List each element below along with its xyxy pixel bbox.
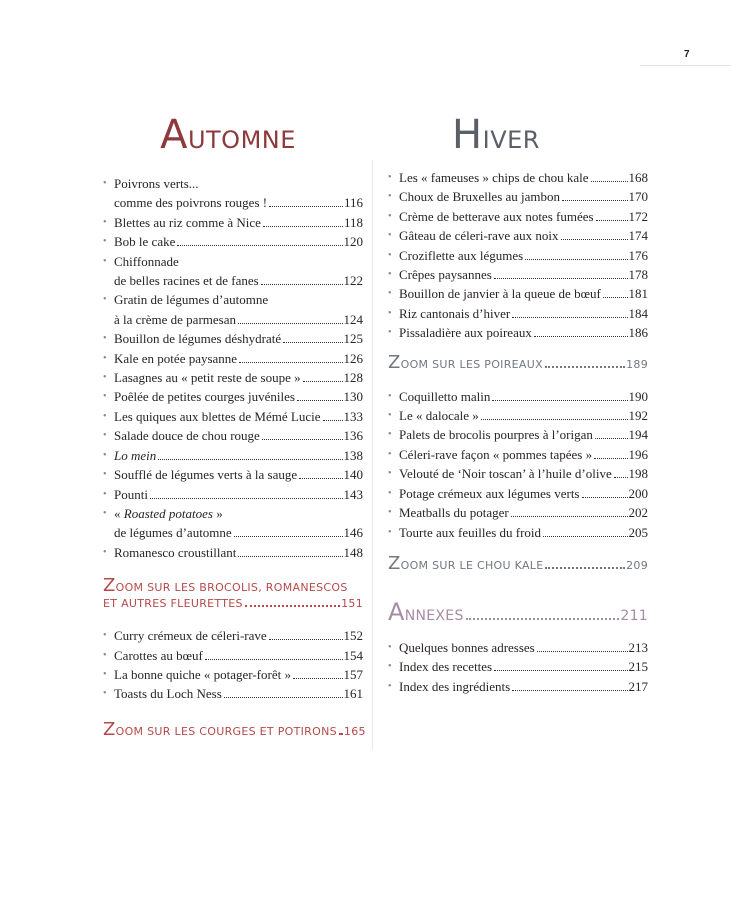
entry-page-number: 190 (628, 388, 648, 404)
bullet-icon: • (388, 172, 392, 183)
annexes-entry[interactable] (388, 597, 648, 626)
bullet-icon: • (388, 661, 392, 673)
dot-leader (511, 515, 628, 517)
dot-leader (466, 617, 620, 620)
dot-leader (562, 199, 627, 201)
bullet-icon: • (103, 688, 107, 700)
entry-page-number: 198 (628, 466, 648, 482)
zoom-courges-entry[interactable] (103, 718, 366, 740)
dot-leader (494, 277, 628, 279)
entry-page-number: 184 (628, 305, 648, 321)
toc-entry[interactable] (388, 503, 648, 522)
dot-leader (339, 732, 343, 735)
bullet-icon: • (103, 236, 107, 248)
entry-page-number: 200 (628, 485, 648, 501)
zoom-poireaux-entry[interactable] (388, 351, 648, 373)
dot-leader (224, 696, 343, 698)
entry-page-number: 136 (343, 428, 363, 444)
bullet-icon: • (103, 488, 107, 500)
entry-title: Gâteau de céleri-rave aux noix (399, 228, 559, 244)
dot-leader (595, 437, 628, 439)
zoom-brocolis-entry[interactable] (103, 575, 363, 612)
dot-leader (239, 361, 342, 363)
entry-page-number: 168 (628, 170, 648, 185)
bullet-icon: • (388, 230, 392, 242)
entry-page-number: 192 (628, 408, 648, 424)
toc-entry[interactable] (388, 284, 648, 303)
dot-leader (283, 341, 342, 343)
annex-list (388, 638, 648, 696)
bullet-icon: • (388, 249, 392, 261)
bullet-icon: • (103, 333, 107, 345)
toc-entry[interactable] (103, 387, 363, 406)
bullet-icon: • (388, 448, 392, 460)
toc-entry[interactable] (388, 638, 648, 657)
dot-leader (603, 296, 628, 298)
toc-entry[interactable] (388, 523, 648, 542)
zoom-initial: Z (103, 718, 116, 740)
dot-leader (263, 225, 343, 227)
toc-entry[interactable] (388, 445, 648, 464)
bullet-icon: • (103, 430, 107, 442)
entry-title: Velouté de ‘Noir toscan’ à l’huile d’olive (399, 466, 612, 482)
entry-page-number: 154 (343, 647, 363, 663)
bullet-icon: • (388, 288, 392, 300)
entry-title: Palets de brocolis pourpres à l’origan (399, 427, 593, 443)
dot-leader (596, 219, 628, 221)
toc-entry[interactable] (388, 677, 648, 696)
entry-title-line1 (114, 504, 363, 523)
dot-leader (545, 365, 625, 368)
autumn-column (103, 110, 366, 754)
bullet-icon: • (103, 255, 107, 267)
entry-page-number: 130 (343, 389, 363, 405)
winter-recipe-list-2 (388, 387, 648, 542)
zoom-initial: Z (103, 575, 116, 597)
entry-title: de légumes d’automne (114, 525, 232, 541)
bullet-icon: • (388, 410, 392, 422)
dot-leader (537, 650, 628, 652)
title-initial: A (160, 112, 188, 158)
dot-leader (614, 476, 628, 478)
toc-entry[interactable] (103, 543, 363, 562)
dot-leader (481, 418, 628, 420)
toc-entry[interactable] (388, 226, 648, 245)
zoom-title-line2: ET AUTRES FLEURETTES (103, 597, 243, 611)
toc-entry[interactable] (388, 304, 648, 323)
dot-leader (269, 638, 343, 640)
title-initial: H (452, 112, 483, 158)
entry-page-number: 133 (343, 408, 363, 424)
zoom-title: OOM SUR LES COURGES ET POTIRONS (115, 724, 337, 738)
bullet-icon: • (103, 649, 107, 661)
entry-page-number: 196 (628, 446, 648, 462)
zoom-title: OOM SUR LES POIREAUX (400, 357, 543, 371)
entry-page-number: 172 (628, 208, 648, 224)
dot-leader (534, 335, 628, 337)
zoom-page-number: 165 (343, 724, 366, 738)
dot-leader (234, 535, 343, 537)
entry-title-line1: Poivrons verts... (114, 176, 199, 191)
zoom-page-number: 189 (626, 357, 648, 371)
bullet-icon: • (388, 327, 392, 339)
toc-entry[interactable] (388, 246, 648, 265)
entry-title: Quelques bonnes adresses (399, 639, 535, 655)
toc-entry[interactable] (103, 329, 363, 348)
zoom-title-line1: OOM SUR LES BROCOLIS, ROMANESCOS (115, 581, 348, 595)
toc-entry[interactable] (388, 168, 648, 187)
entry-page-number: 215 (628, 659, 648, 675)
toc-entry[interactable] (388, 406, 648, 425)
dot-leader (561, 238, 628, 240)
dot-leader (158, 458, 342, 460)
entry-page-number: 217 (628, 678, 648, 694)
entry-title: Lo mein (114, 447, 157, 463)
entry-title: Curry crémeux de céleri-rave (114, 628, 267, 644)
entry-title: Kale en potée paysanne (114, 350, 238, 366)
toc-entry[interactable] (103, 684, 363, 703)
entry-title: La bonne quiche « potager-forêt » (114, 666, 291, 682)
bullet-icon: • (103, 546, 107, 558)
entry-page-number: 181 (628, 286, 648, 302)
toc-entry[interactable] (388, 657, 648, 676)
toc-entry[interactable] (103, 407, 363, 426)
toc-entry[interactable] (388, 323, 648, 342)
entry-page-number: 157 (343, 666, 363, 682)
dot-leader (297, 399, 343, 401)
bullet-icon: • (388, 390, 392, 402)
bullet-icon: • (103, 372, 107, 384)
bullet-icon: • (388, 191, 392, 203)
dot-leader (299, 477, 342, 479)
bullet-icon: • (103, 507, 107, 519)
entry-title: Croziflette aux légumes (399, 247, 524, 263)
entry-title-line1: Chiffonnade (114, 253, 179, 269)
dot-leader (238, 555, 342, 557)
entry-title: à la crème de parmesan (114, 311, 236, 327)
entry-title: Pissaladière aux poireaux (399, 325, 532, 341)
entry-title: Index des recettes (399, 659, 493, 675)
dot-leader (293, 677, 343, 679)
bullet-icon: • (388, 641, 392, 653)
toc-entry[interactable] (388, 265, 648, 284)
entry-page-number: 143 (343, 486, 363, 502)
toc-entry[interactable] (103, 174, 363, 213)
entry-title: Carottes au bœuf (114, 647, 203, 663)
bullet-icon: • (388, 680, 392, 692)
dot-leader (525, 258, 627, 260)
annex-page-number: 211 (620, 607, 648, 624)
bullet-icon: • (103, 668, 107, 680)
entry-page-number: 186 (628, 325, 648, 341)
entry-page-number: 194 (628, 427, 648, 443)
entry-title-fragment: » (212, 505, 223, 521)
toc-entry[interactable] (103, 465, 363, 484)
entry-title: Riz cantonais d’hiver (399, 305, 511, 321)
entry-title: Lasagnes au « petit reste de soupe » (114, 370, 301, 386)
dot-leader (494, 669, 627, 671)
annex-title: NNEXES (404, 607, 464, 624)
entry-page-number: 122 (343, 273, 363, 289)
entry-title-fragment: Roasted potatoes (123, 505, 213, 521)
toc-entry[interactable] (388, 464, 648, 483)
bullet-icon: • (388, 307, 392, 319)
bullet-icon: • (388, 487, 392, 499)
toc-entry[interactable] (103, 426, 363, 445)
bullet-icon: • (388, 468, 392, 480)
entry-title: Pounti (114, 486, 148, 502)
bullet-icon: • (388, 269, 392, 281)
dot-leader (543, 535, 627, 537)
entry-page-number: 120 (343, 234, 363, 250)
entry-page-number: 161 (343, 686, 363, 702)
entry-title: Blettes au riz comme à Nice (114, 214, 261, 230)
entry-page-number: 116 (343, 195, 363, 211)
dot-leader (512, 316, 627, 318)
bullet-icon: • (103, 410, 107, 422)
dot-leader (261, 283, 343, 285)
dot-leader (269, 205, 343, 207)
entry-title: Toasts du Loch Ness (114, 686, 222, 702)
entry-title: Coquilletto malin (399, 388, 491, 404)
entry-page-number: 126 (343, 350, 363, 366)
toc-entry[interactable] (103, 368, 363, 387)
dot-leader (323, 419, 343, 421)
toc-entry[interactable] (103, 646, 363, 665)
entry-title: Meatballs du potager (399, 505, 509, 521)
toc-entry[interactable] (103, 665, 363, 684)
toc-entry[interactable] (103, 349, 363, 368)
entry-page-number: 138 (343, 447, 363, 463)
bullet-icon: • (388, 429, 392, 441)
entry-page-number: 170 (628, 189, 648, 205)
toc-entry[interactable] (103, 290, 363, 329)
entry-title: Salade douce de chou rouge (114, 428, 260, 444)
toc-entry[interactable] (388, 387, 648, 406)
entry-title: comme des poivrons rouges ! (114, 195, 268, 211)
bullet-icon: • (103, 391, 107, 403)
winter-section-title (344, 110, 648, 160)
zoom-initial: Z (388, 552, 401, 574)
entry-title: Céleri-rave façon « pommes tapées » (399, 446, 593, 462)
bullet-icon: • (103, 178, 107, 189)
winter-column (388, 110, 648, 696)
toc-entry[interactable] (103, 485, 363, 504)
dot-leader (594, 457, 627, 459)
toc-entry[interactable] (103, 232, 363, 251)
zoom-page-number: 151 (341, 597, 363, 611)
autumn-recipe-list-2 (103, 626, 363, 704)
toc-entry[interactable] (103, 626, 363, 645)
dot-leader (177, 244, 342, 246)
dot-leader (591, 180, 628, 182)
title-rest: IVER (482, 126, 540, 154)
entry-title-line1: Gratin de légumes d’automne (114, 292, 269, 308)
entry-page-number: 118 (343, 214, 363, 230)
entry-title: Bob le cake (114, 234, 176, 250)
entry-page-number: 148 (343, 544, 363, 560)
entry-title: Tourte aux feuilles du froid (399, 524, 542, 540)
entry-page-number: 176 (628, 247, 648, 263)
entry-page-number: 174 (628, 228, 648, 244)
dot-leader (545, 566, 625, 569)
entry-page-number: 128 (343, 370, 363, 386)
winter-recipe-list (388, 168, 648, 343)
entry-title: Crème de betterave aux notes fumées (399, 208, 594, 224)
entry-title: Les quiques aux blettes de Mémé Lucie (114, 408, 321, 424)
entry-title: Choux de Bruxelles au jambon (399, 189, 561, 205)
entry-title: Index des ingrédients (399, 678, 511, 694)
column-divider (372, 160, 373, 750)
toc-entry[interactable] (388, 187, 648, 206)
page-header-rule (640, 65, 731, 66)
entry-title: Crêpes paysannes (399, 267, 492, 283)
toc-entry[interactable] (388, 484, 648, 503)
entry-page-number: 124 (343, 311, 363, 327)
dot-leader (205, 658, 343, 660)
entry-title-fragment: « (114, 505, 124, 521)
entry-title: Les « fameuses » chips de chou kale (399, 170, 589, 185)
bullet-icon: • (103, 216, 107, 228)
entry-page-number: 178 (628, 267, 648, 283)
toc-entry[interactable] (103, 446, 363, 465)
zoom-title: OOM SUR LE CHOU KALE (400, 558, 544, 572)
entry-page-number: 146 (343, 525, 363, 541)
bullet-icon: • (103, 352, 107, 364)
entry-page-number: 202 (628, 505, 648, 521)
zoom-initial: Z (388, 351, 401, 373)
entry-title: Bouillon de janvier à la queue de bœuf (399, 286, 601, 302)
entry-page-number: 140 (343, 467, 363, 483)
zoom-chou-kale-entry[interactable] (388, 552, 648, 574)
entry-title: Le « dalocale » (399, 408, 479, 424)
dot-leader (245, 604, 340, 607)
bullet-icon: • (388, 507, 392, 519)
autumn-recipe-list (103, 174, 363, 562)
toc-entry[interactable] (103, 504, 363, 543)
entry-page-number: 152 (343, 628, 363, 644)
annex-initial: A (388, 597, 405, 626)
entry-page-number: 205 (628, 524, 648, 540)
dot-leader (150, 497, 343, 499)
toc-entry[interactable] (388, 207, 648, 226)
dot-leader (512, 689, 627, 691)
entry-page-number: 213 (628, 639, 648, 655)
bullet-icon: • (103, 294, 107, 306)
bullet-icon: • (103, 449, 107, 461)
entry-title: Soufflé de légumes verts à la sauge (114, 467, 298, 483)
autumn-section-title (93, 110, 363, 160)
toc-entry[interactable] (103, 252, 363, 291)
dot-leader (582, 496, 628, 498)
toc-entry[interactable] (388, 425, 648, 444)
dot-leader (262, 438, 343, 440)
entry-title: Romanesco croustillant (114, 544, 237, 560)
title-rest: UTOMNE (187, 126, 296, 154)
entry-title: Poêlée de petites courges juvéniles (114, 389, 295, 405)
dot-leader (238, 322, 343, 324)
entry-title: Potage crémeux aux légumes verts (399, 485, 580, 501)
dot-leader (492, 399, 627, 401)
zoom-page-number: 209 (626, 558, 648, 572)
bullet-icon: • (388, 210, 392, 222)
entry-title: de belles racines et de fanes (114, 273, 259, 289)
entry-title: Bouillon de légumes déshydraté (114, 331, 282, 347)
dot-leader (303, 380, 343, 382)
toc-entry[interactable] (103, 213, 363, 232)
page-number: 7 (684, 49, 690, 60)
bullet-icon: • (103, 469, 107, 481)
entry-page-number: 125 (343, 331, 363, 347)
bullet-icon: • (388, 526, 392, 538)
bullet-icon: • (103, 630, 107, 642)
